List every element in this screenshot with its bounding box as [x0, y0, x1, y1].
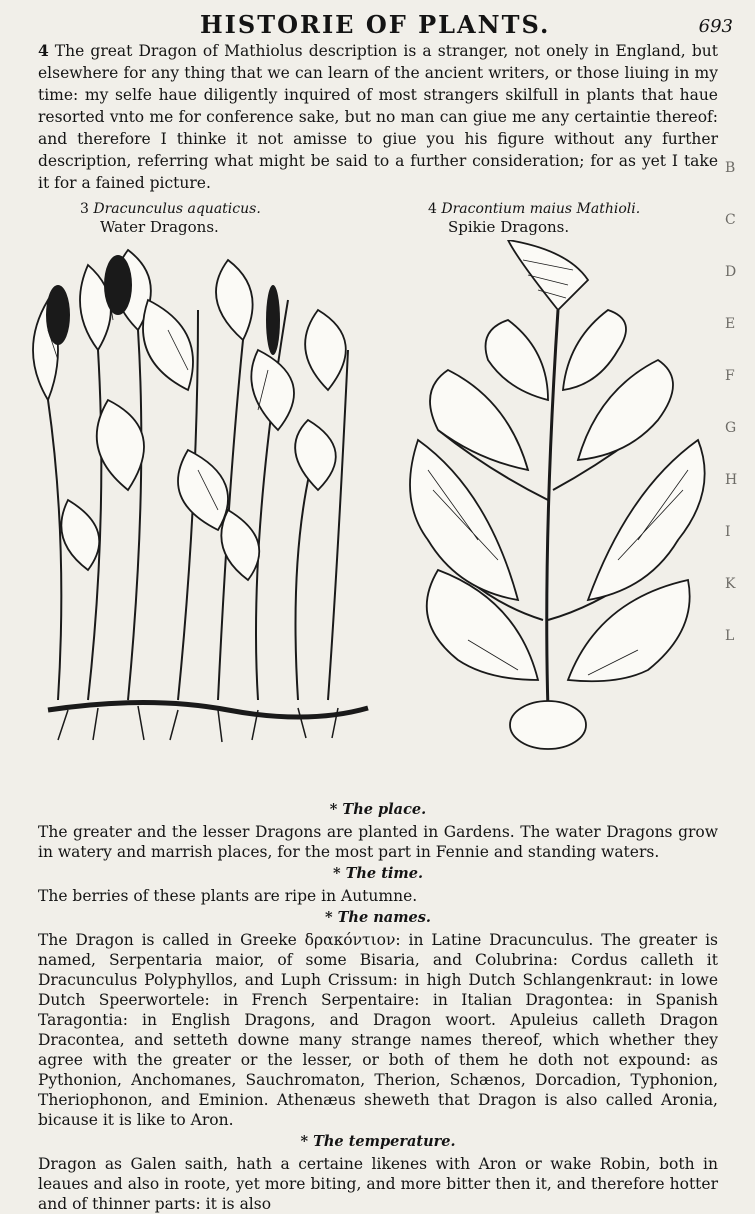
margin-letter: C	[725, 212, 736, 228]
section-heading-time: * The time.	[332, 865, 424, 882]
margin-letter: L	[725, 628, 735, 644]
margin-letter: F	[725, 368, 735, 384]
figure-latin-name: Dracunculus aquaticus.	[93, 201, 261, 217]
figure-number: 3	[80, 201, 89, 217]
margin-letter: D	[725, 264, 737, 280]
figure-number: 4	[428, 201, 437, 217]
figure-english-name: Spikie Dragons.	[448, 218, 570, 236]
section-heading-names: * The names.	[325, 909, 431, 926]
section-heading-temperature: * The temperature.	[300, 1133, 456, 1150]
figure-3-caption	[80, 200, 261, 236]
intro-text: The great Dragon of Mathiolus description is a stranger, not onely in England, but elsewhere for any thing that we can learn of the ancient writers, or those liuing in my time: my selfe haue diligently inquired of most strangers skilfull in plants that haue resorted vnto me for conference sake, but no man can giue me any certaintie thereof: and therefore I thinke it not amisse to giue you his figure without any further description, referring what might be said to a further consideration; for as yet I take it for a fained picture.	[38, 42, 718, 192]
figure-4-caption	[428, 200, 640, 236]
figure-latin-name: Dracontium maius Mathioli.	[441, 201, 641, 217]
spikie-dragons-woodcut	[398, 240, 718, 760]
section-text-names: The Dragon is called in Greeke δρακόντιον: in Latine Dracunculus. The greater is named, Serpentaria maior, of some Bisaria, and Colubrina: Cordus calleth it Dracunculus Polyphyllos, and Luph Crissum: in high Dutch Schlangenkraut: in lowe Dutch Speerwortele: in French Serpentaire: in Italian Dragontea: in Spanish Taragontia: in English Dragons, and Dragon woort. Apuleius calleth Dragon Dracontea, and setteth downe many strange names thereof, which whether they agree with the greater or the lesser, or both of them he doth not expound: as Pythonion, Anchomanes, Sauchromaton, Therion, Schænos, Dorcadion, Typhonion, Theriophonon, and Eminion. Athenæus sheweth that Dragon is also called Aronia, bicause it is like to Aron.	[38, 931, 718, 1129]
section-text-place: The greater and the lesser Dragons are planted in Gardens. The water Dragons grow in watery and marrish places, for the most part in Fennie and standing waters.	[38, 823, 718, 861]
margin-letter: G	[725, 420, 737, 436]
running-title: HISTORIE OF PLANTS.	[200, 10, 551, 39]
margin-letter: I	[725, 524, 731, 540]
margin-letter: H	[725, 472, 738, 488]
margin-letter: K	[725, 576, 736, 592]
margin-letter: B	[725, 160, 736, 176]
margin-letter: E	[725, 316, 736, 332]
intro-paragraph	[38, 40, 718, 194]
figure-english-name: Water Dragons.	[100, 218, 219, 236]
water-dragons-woodcut	[28, 240, 378, 760]
page-header	[0, 10, 755, 38]
section-text-time: The berries of these plants are ripe in Autumne.	[38, 887, 418, 905]
section-text-temperature: Dragon as Galen saith, hath a certaine likenes with Aron or wake Robin, both in leaues and also in roote, yet more biting, and more bitter then it, and therefore hotter and of thinner parts: it is also	[38, 1155, 718, 1213]
page-number: 693	[698, 16, 733, 37]
body-text	[38, 798, 718, 1214]
intro-number: 4	[38, 41, 49, 60]
margin-letters	[725, 160, 755, 680]
section-heading-place: * The place.	[329, 801, 427, 818]
